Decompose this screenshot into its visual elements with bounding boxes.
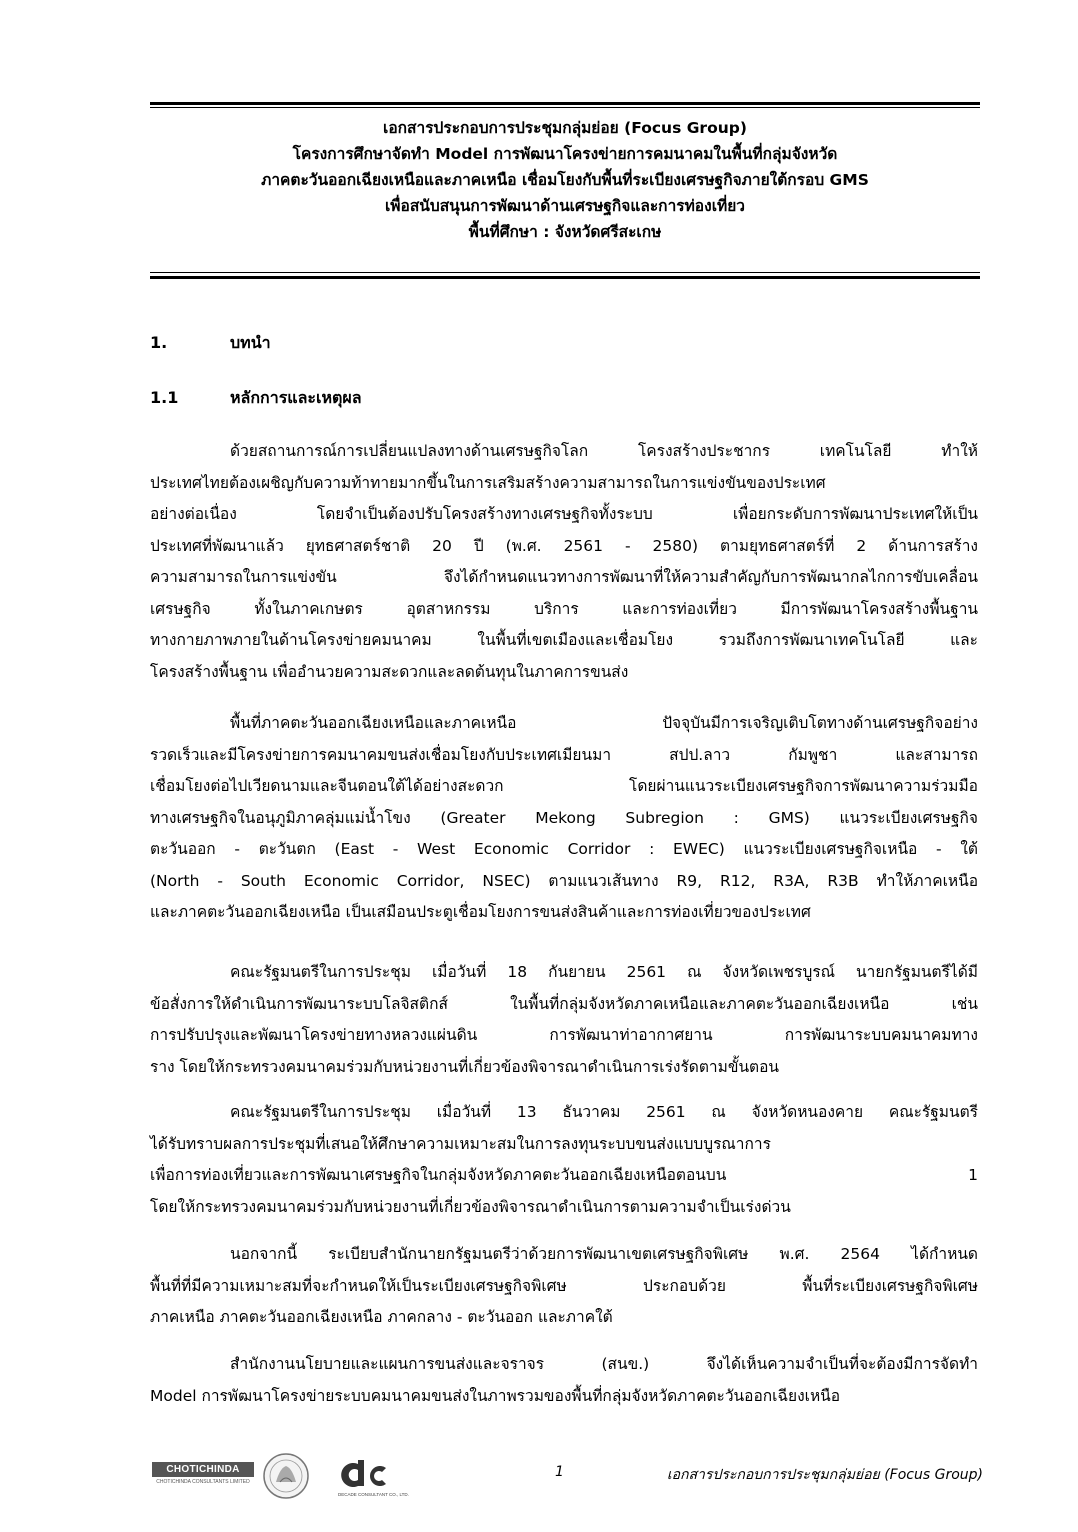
section-number: 1.1 [150, 388, 179, 407]
paragraph-line: (North - South Economic Corridor, NSEC) ตามแนวเส้นทาง R9, R12, R3A, R3B ทำให้ภาคเหนือ [150, 871, 978, 890]
paragraph-line: ภาคเหนือ ภาคตะวันออกเฉียงเหนือ ภาคกลาง - ตะวันออก และภาคใต้ [150, 1308, 613, 1326]
dc-mark-icon [338, 1456, 398, 1492]
paragraph-line: คณะรัฐมนตรีในการประชุม เมื่อวันที่ 13 ธันวาคม 2561 ณ จังหวัดหนองคาย คณะรัฐมนตรี [230, 1103, 978, 1121]
paragraph-line: โครงสร้างพื้นฐาน เพื่ออำนวยความสะดวกและลดต้นทุนในภาคการขนส่ง [150, 662, 629, 681]
header-line-4: เพื่อสนับสนุนการพัฒนาด้านเศรษฐกิจและการท่องเที่ยว [385, 197, 745, 215]
government-seal-logo [262, 1452, 310, 1500]
paragraph-1 [150, 436, 978, 688]
footer-document-title: เอกสารประกอบการประชุมกลุ่มย่อย (Focus Group) [666, 1467, 983, 1483]
paragraph-6 [150, 1349, 978, 1412]
header-line-5: พื้นที่ศึกษา : จังหวัดศรีสะเกษ [468, 223, 662, 241]
paragraph-3 [150, 957, 978, 1083]
header-rule-top-thick [150, 102, 980, 105]
header-line-3: ภาคตะวันออกเฉียงเหนือและภาคเหนือ เชื่อมโยงกับพื้นที่ระเบียงเศรษฐกิจภายใต้กรอบ GMS [261, 171, 869, 189]
decade-logo-subtitle: DECADE CONSULTANT CO., LTD. [338, 1492, 409, 1497]
header-line-1: เอกสารประกอบการประชุมกลุ่มย่อย (Focus Group) [383, 119, 747, 137]
paragraph-line: คณะรัฐมนตรีในการประชุม เมื่อวันที่ 18 กันยายน 2561 ณ จังหวัดเพชรบูรณ์ นายกรัฐมนตรีได้มี [230, 963, 978, 981]
paragraph-line: และภาคตะวันออกเฉียงเหนือ เป็นเสมือนประตูเชื่อมโยงการขนส่งสินค้าและการท่องเที่ยวของประเทศ [150, 903, 811, 921]
paragraph-line: เศรษฐกิจ ทั้งในภาคเกษตร อุตสาหกรรม บริการ และการท่องเที่ยว มีการพัฒนาโครงสร้างพื้นฐาน [150, 599, 978, 618]
paragraph-line: สำนักงานนโยบายและแผนการขนส่งและจราจร (สนข.) จึงได้เห็นความจำเป็นที่จะต้องมีการจัดทำ [230, 1355, 978, 1373]
paragraph-line: ความสามารถในการแข่งขัน จึงได้กำหนดแนวทางการพัฒนาที่ให้ความสำคัญกับการพัฒนากลไกการขับเคลื่อน [150, 568, 978, 586]
paragraph-line: ประเทศที่พัฒนาแล้ว ยุทธศาสตร์ชาติ 20 ปี (พ.ศ. 2561 - 2580) ตามยุทธศาสตร์ที่ 2 ด้านการสร้าง [150, 536, 978, 555]
paragraph-5 [150, 1239, 978, 1334]
document-header [150, 115, 980, 245]
chotichinda-logo [152, 1462, 254, 1488]
section-title: บทนำ [230, 333, 271, 352]
paragraph-line: เชื่อมโยงต่อไปเวียดนามและจีนตอนใต้ได้อย่างสะดวก โดยผ่านแนวระเบียงเศรษฐกิจการพัฒนาความร่วมมือ [150, 777, 978, 795]
page-number: 1 [555, 1464, 564, 1480]
section-number: 1. [150, 333, 168, 352]
paragraph-2 [150, 708, 978, 929]
paragraph-line: พื้นที่ภาคตะวันออกเฉียงเหนือและภาคเหนือ ปัจจุบันมีการเจริญเติบโตทางด้านเศรษฐกิจอย่าง [230, 714, 978, 732]
section-title: หลักการและเหตุผล [230, 388, 362, 407]
page-footer [0, 1450, 1078, 1510]
paragraph-4 [150, 1097, 978, 1223]
section-heading-1-1 [150, 386, 362, 410]
paragraph-line: ด้วยสถานการณ์การเปลี่ยนแปลงทางด้านเศรษฐกิจโลก โครงสร้างประชากร เทคโนโลยี ทำให้ [230, 442, 978, 460]
chotichinda-logo-text: CHOTICHINDA [152, 1462, 254, 1477]
paragraph-line: ข้อสั่งการให้ดำเนินการพัฒนาระบบโลจิสติกส์ ในพื้นที่กลุ่มจังหวัดภาคเหนือและภาคตะวันออกเฉียงเหนือ เช่น [150, 994, 978, 1013]
header-rule-bottom-thin [150, 272, 980, 273]
chotichinda-logo-subtitle: CHOTICHINDA CONSULTANTS LIMITED [156, 1479, 250, 1485]
paragraph-line: ตะวันออก - ตะวันตก (East - West Economic Corridor : EWEC) แนวระเบียงเศรษฐกิจเหนือ - ใต้ [150, 840, 978, 858]
paragraph-line: ประเทศไทยต้องเผชิญกับความท้าทายมากขึ้นในการเสริมสร้างความสามารถในการแข่งขันของประเทศ [150, 473, 826, 492]
paragraph-line: Model การพัฒนาโครงข่ายระบบคมนาคมขนส่งในภาพรวมของพื้นที่กลุ่มจังหวัดภาคตะวันออกเฉียงเหนือ [150, 1386, 841, 1405]
paragraph-line: อย่างต่อเนื่อง โดยจำเป็นต้องปรับโครงสร้างทางเศรษฐกิจทั้งระบบ เพื่อยกระดับการพัฒนาประเทศให้เป็น [150, 505, 978, 523]
header-rule-bottom-thick [150, 276, 980, 279]
decade-consultant-logo [338, 1456, 409, 1502]
paragraph-line: โดยให้กระทรวงคมนาคมร่วมกับหน่วยงานที่เกี่ยวข้องพิจารณาดำเนินการตามความจำเป็นเร่งด่วน [150, 1197, 791, 1216]
header-rule-top-thin [150, 107, 980, 108]
header-line-2: โครงการศึกษาจัดทำ Model การพัฒนาโครงข่ายการคมนาคมในพื้นที่กลุ่มจังหวัด [292, 145, 838, 163]
section-heading-1 [150, 331, 271, 355]
paragraph-line: ได้รับทราบผลการประชุมที่เสนอให้ศึกษาความเหมาะสมในการลงทุนระบบขนส่งแบบบูรณาการ [150, 1134, 771, 1153]
paragraph-line: ทางกายภาพภายในด้านโครงข่ายคมนาคม ในพื้นที่เขตเมืองและเชื่อมโยง รวมถึงการพัฒนาเทคโนโลยี และ [150, 631, 978, 649]
paragraph-line: พื้นที่ที่มีความเหมาะสมที่จะกำหนดให้เป็นระเบียงเศรษฐกิจพิเศษ ประกอบด้วย พื้นที่ระเบียงเศรษฐกิจพิเศษ [150, 1276, 978, 1295]
paragraph-line: การปรับปรุงและพัฒนาโครงข่ายทางหลวงแผ่นดิน การพัฒนาท่าอากาศยาน การพัฒนาระบบคมนาคมทาง [150, 1026, 978, 1044]
paragraph-line: ราง โดยให้กระทรวงคมนาคมร่วมกับหน่วยงานที่เกี่ยวข้องพิจารณาดำเนินการเร่งรัดตามขั้นตอน [150, 1057, 780, 1076]
paragraph-line: รวดเร็วและมีโครงข่ายการคมนาคมขนส่งเชื่อมโยงกับประเทศเมียนมา สปป.ลาว กัมพูชา และสามารถ [150, 745, 978, 764]
paragraph-line: เพื่อการท่องเที่ยวและการพัฒนาเศรษฐกิจในกลุ่มจังหวัดภาคตะวันออกเฉียงเหนือตอนบน 1 [150, 1166, 978, 1184]
paragraph-line: ทางเศรษฐกิจในอนุภูมิภาคลุ่มแม่น้ำโขง (Greater Mekong Subregion : GMS) แนวระเบียงเศรษฐกิจ [150, 808, 978, 827]
paragraph-line: นอกจากนี้ ระเบียบสำนักนายกรัฐมนตรีว่าด้วยการพัฒนาเขตเศรษฐกิจพิเศษ พ.ศ. 2564 ได้กำหนด [230, 1245, 978, 1263]
